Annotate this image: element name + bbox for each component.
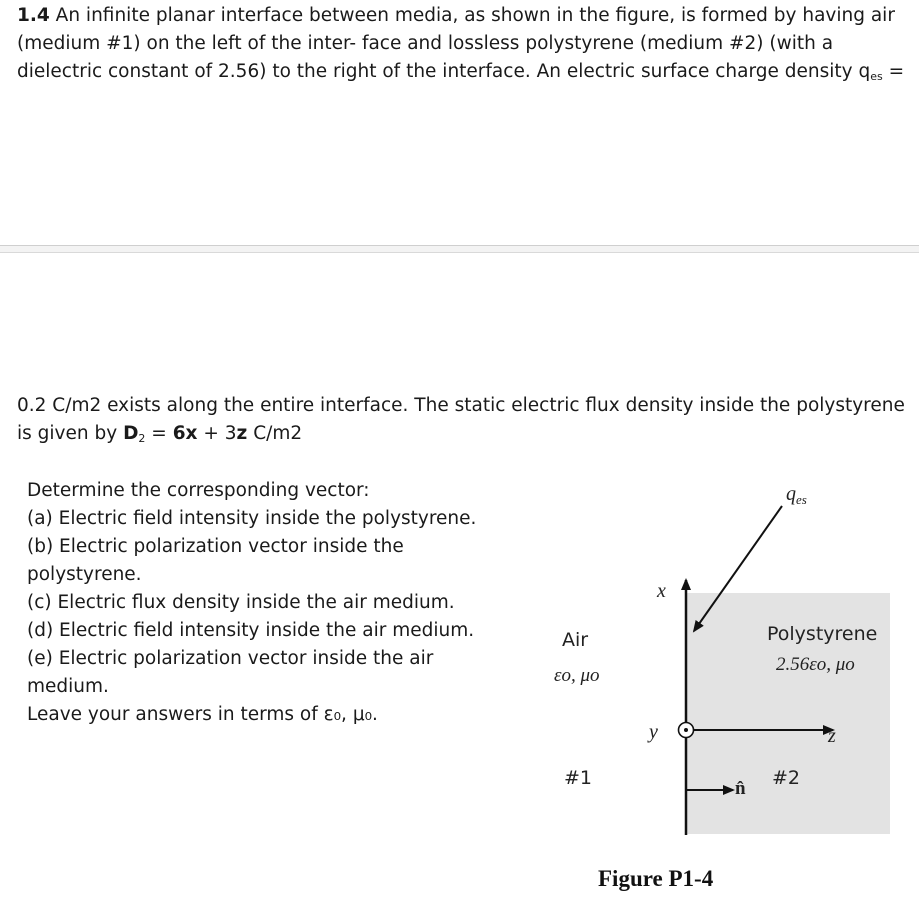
problem-intro <box>17 2 912 91</box>
polystyrene-label: Polystyrene <box>767 623 878 645</box>
task-b-line1: (b) Electric polarization vector inside the <box>27 536 404 557</box>
medium-2-label: #2 <box>772 767 801 789</box>
task-d: (d) Electric field intensity inside the air medium. <box>27 620 475 641</box>
task-e-line1: (e) Electric polarization vector inside the air <box>27 648 434 669</box>
intro-text: An infinite planar interface between media, as shown in the figure, is formed by having air (medium #1) on the left of the inter- face and lossless polystyrene (medium #2) (with a dielectric constant of 2.56) to the right of the interface. An electric surface charge density q <box>17 5 895 82</box>
polystyrene-params: 2.56εo, μo <box>776 654 855 675</box>
air-label: Air <box>562 629 589 651</box>
problem-number: 1.4 <box>17 5 50 26</box>
air-params: εo, μo <box>554 665 600 686</box>
y-axis-out-of-page-icon <box>679 723 694 738</box>
d2-subscript: 2 <box>138 432 146 445</box>
z-axis-label: z <box>828 725 836 747</box>
d2-z-term: z <box>236 423 248 444</box>
task-footer: Leave your answers in terms of ε₀, μ₀. <box>27 704 378 725</box>
medium-1-label: #1 <box>564 767 593 789</box>
intro-subscript: es <box>870 70 883 83</box>
d2-equals: = <box>145 423 173 444</box>
charge-label <box>786 483 807 507</box>
y-axis-label: y <box>649 721 658 743</box>
page-divider <box>0 245 919 253</box>
task-heading: Determine the corresponding vector: <box>27 480 370 501</box>
d2-symbol: D <box>123 423 139 444</box>
task-c: (c) Electric flux density inside the air medium. <box>27 592 455 613</box>
normal-label: n̂ <box>735 778 746 799</box>
charge-q: q <box>786 483 796 505</box>
figure-caption: Figure P1-4 <box>598 866 714 891</box>
charge-subscript: es <box>796 492 807 507</box>
figure-p1-4 <box>540 468 919 908</box>
continuation-text: 0.2 C/m2 exists along the entire interface. The static electric flux density inside the polystyrene is given by <box>17 395 905 444</box>
task-b-line2: polystyrene. <box>27 564 142 585</box>
task-e-line2: medium. <box>27 676 109 697</box>
problem-continuation <box>17 392 912 453</box>
task-a: (a) Electric field intensity inside the polystyrene. <box>27 508 477 529</box>
d2-units: C/m2 <box>247 423 303 444</box>
d2-x-term: 6x <box>172 423 198 444</box>
d2-plus: + 3 <box>197 423 237 444</box>
intro-end: = <box>882 61 905 82</box>
x-axis-label: x <box>657 580 666 602</box>
task-list <box>27 477 487 729</box>
